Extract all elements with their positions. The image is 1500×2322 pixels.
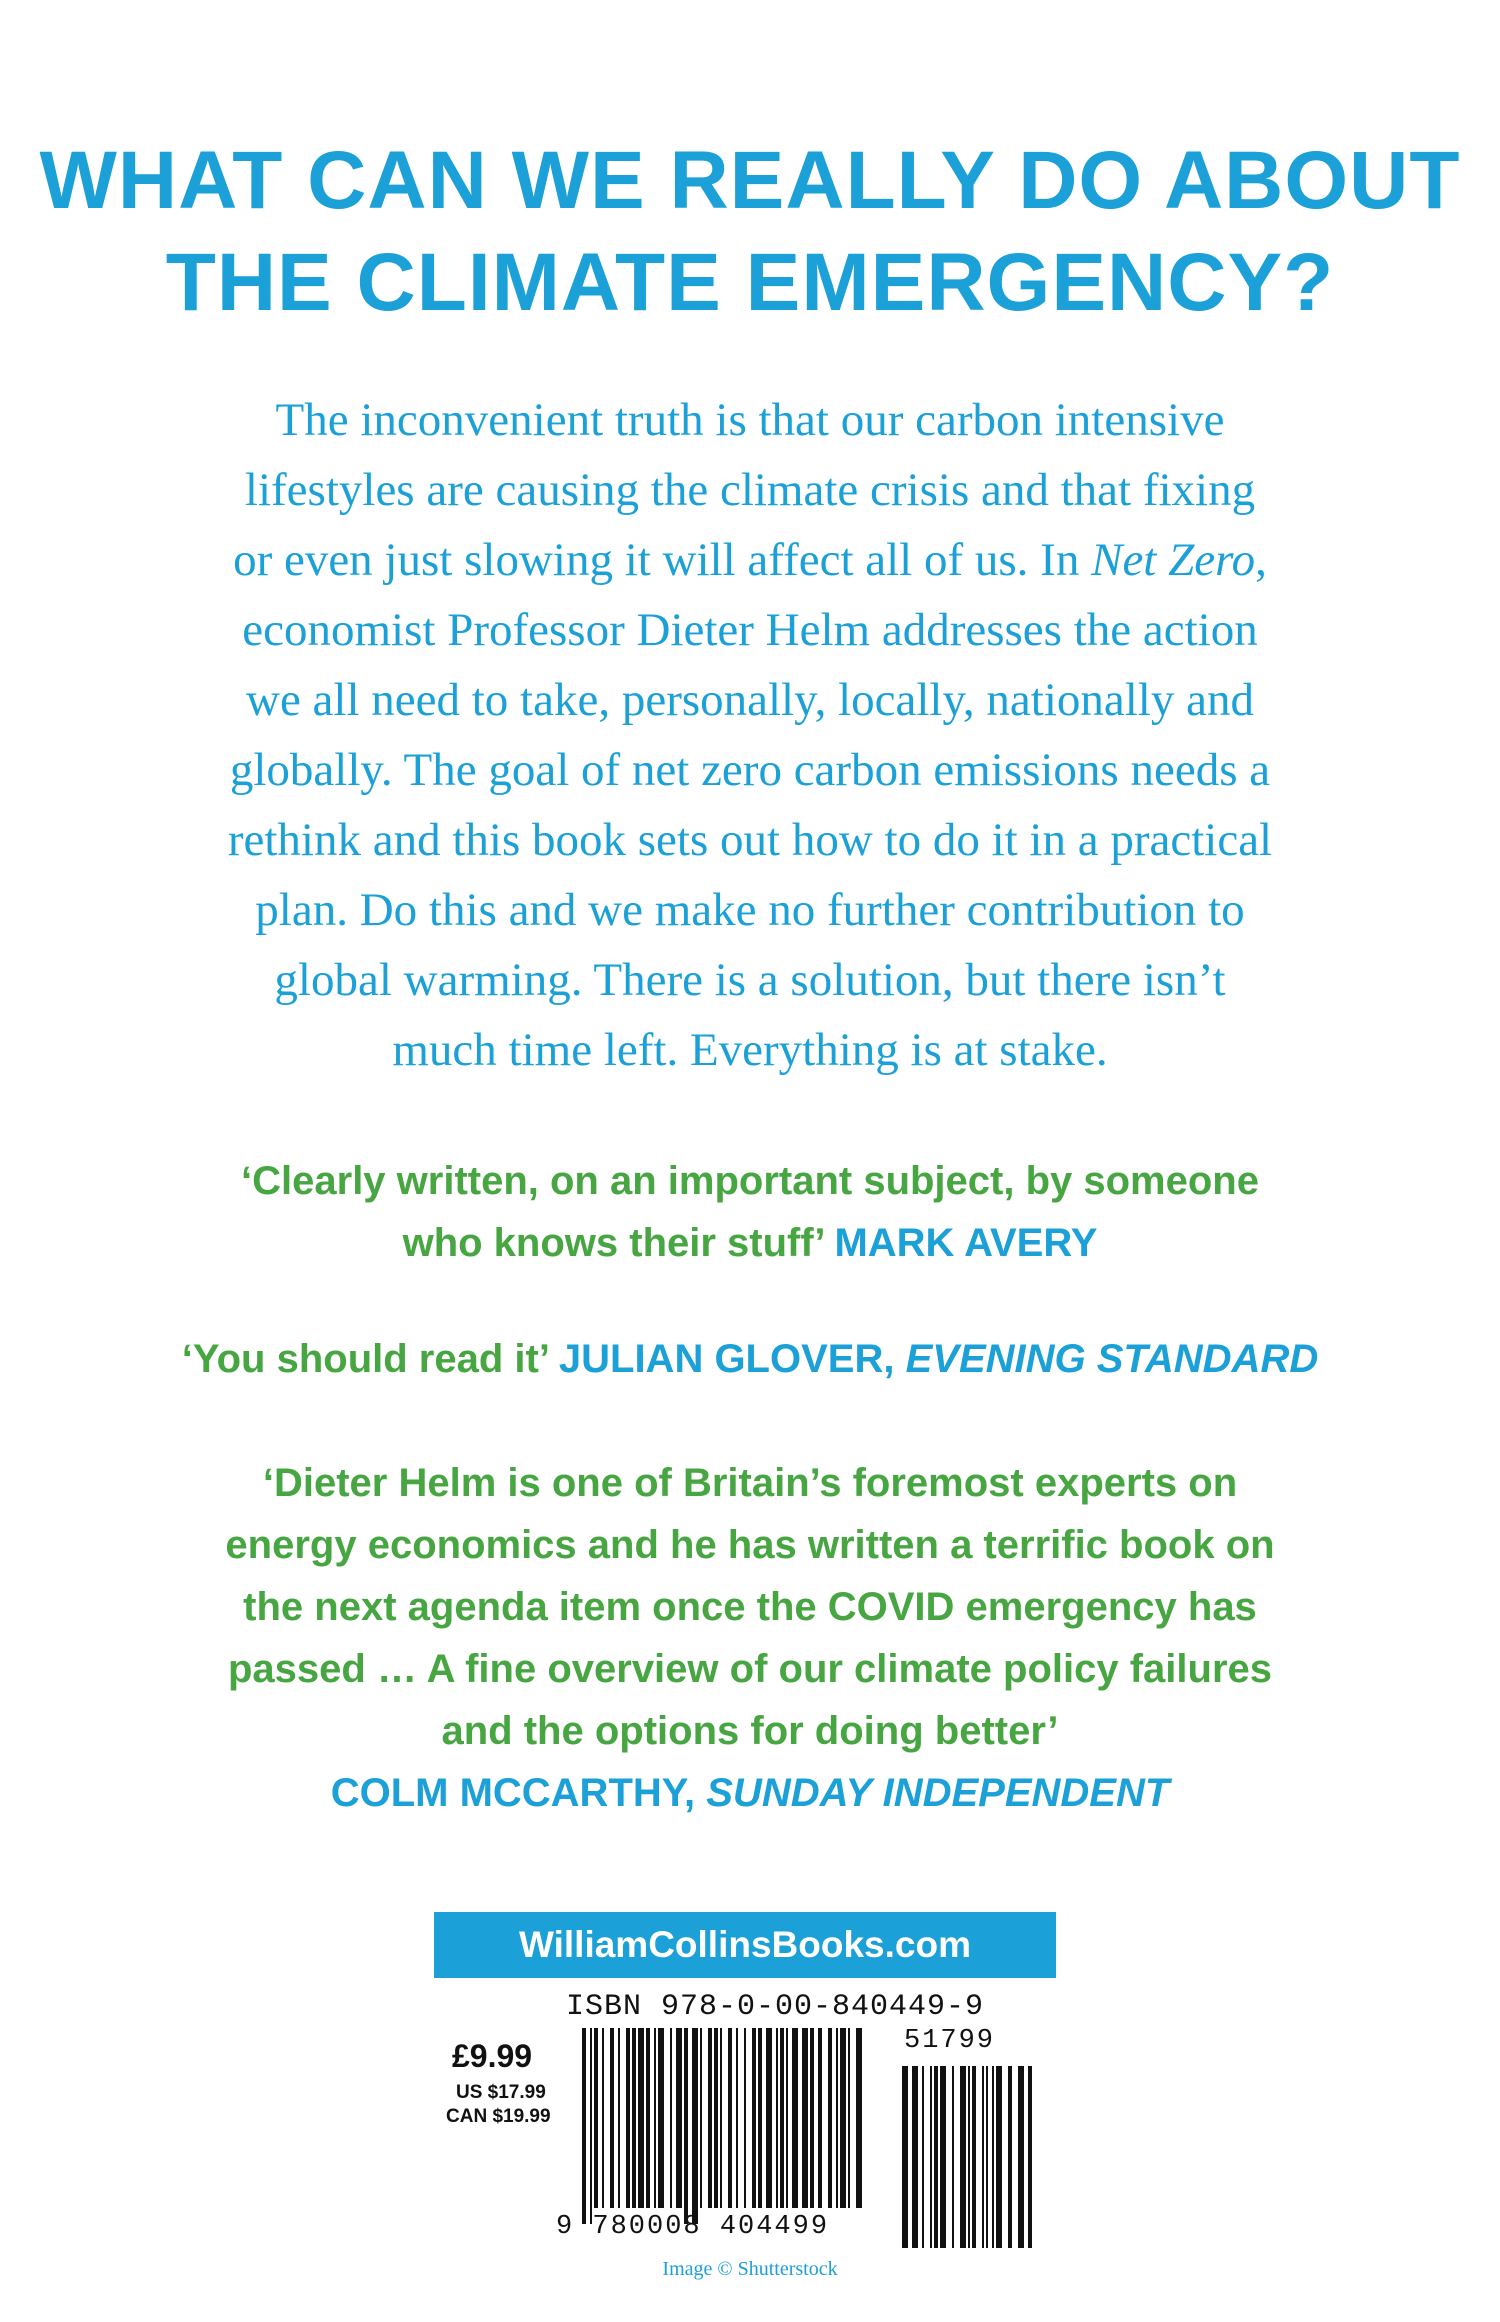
barcode-bar <box>676 2028 682 2208</box>
barcode-bar <box>922 2066 924 2248</box>
barcode-bar <box>610 2028 614 2208</box>
blurb-paragraph <box>150 385 1350 1085</box>
headline-line-2: THE CLIMATE EMERGENCY? <box>165 237 1335 328</box>
blurb-line: economist Professor Dieter Helm addresses the action <box>242 604 1258 656</box>
quote-text: and the options for doing better’ <box>441 1709 1059 1753</box>
barcode-bar <box>692 2028 698 2224</box>
blurb-line: plan. Do this and we make no further contribution to <box>255 884 1245 936</box>
barcode-bar <box>758 2028 762 2208</box>
quote-attribution: MARK AVERY <box>834 1221 1098 1265</box>
barcode-bar <box>638 2028 644 2208</box>
barcode-bar <box>940 2066 946 2248</box>
barcode-bar <box>972 2066 976 2248</box>
website-banner: WilliamCollinsBooks.com <box>434 1912 1056 1978</box>
barcode-bar <box>594 2028 598 2208</box>
barcode-bar <box>986 2066 988 2248</box>
barcode-bar <box>934 2066 938 2248</box>
quote-attribution-line <box>0 1762 1500 1824</box>
blurb-line: lifestyles are causing the climate crisis and that fixing <box>244 464 1256 516</box>
addon-digits: 51799 <box>904 2026 996 2056</box>
review-quote-1 <box>0 1150 1500 1274</box>
barcode-bar <box>582 2028 586 2224</box>
barcode-bar <box>720 2028 722 2208</box>
blurb-line-with-title <box>150 525 1350 595</box>
quote-text: ‘Clearly written, on an important subject, by someone <box>241 1159 1259 1203</box>
quote-attribution: JULIAN GLOVER, <box>558 1337 895 1381</box>
barcode-bar <box>670 2028 672 2208</box>
blurb-line: The inconvenient truth is that our carbon intensive <box>275 394 1225 446</box>
blurb-line: global warming. There is a solution, but there isn’t <box>274 954 1226 1006</box>
barcode-bar <box>982 2066 984 2248</box>
barcode-bar <box>968 2066 970 2248</box>
barcode-bar <box>766 2028 772 2208</box>
quote-text: the next agenda item once the COVID emergency has <box>243 1585 1257 1629</box>
quote-text: who knows their stuff’ <box>402 1221 824 1265</box>
barcode-bar <box>810 2028 814 2208</box>
barcode-bar <box>902 2066 908 2248</box>
barcode-bar <box>728 2028 732 2208</box>
quote-publication: SUNDAY INDEPENDENT <box>706 1771 1170 1815</box>
headline <box>0 130 1500 334</box>
barcode-bar <box>602 2028 604 2208</box>
ean-barcode <box>580 2028 870 2228</box>
barcode-bar <box>802 2028 808 2208</box>
barcode-bar <box>780 2028 784 2208</box>
barcode-bar <box>654 2028 656 2208</box>
price-can: CAN $19.99 <box>446 2106 551 2127</box>
barcode-bar <box>996 2066 1002 2248</box>
barcode-bar <box>1028 2066 1032 2248</box>
quote-publication: EVENING STANDARD <box>905 1337 1319 1381</box>
quote-line-with-attribution <box>0 1212 1500 1274</box>
barcode-bar <box>658 2028 664 2208</box>
barcode-bar <box>992 2066 994 2248</box>
quote-text: energy economics and he has written a terrific book on <box>225 1523 1275 1567</box>
review-quote-2 <box>0 1328 1500 1390</box>
barcode-bar <box>626 2028 630 2208</box>
barcode-bar <box>840 2028 846 2208</box>
barcode-bar <box>792 2028 798 2208</box>
barcode-bar <box>736 2028 738 2208</box>
barcode-bar <box>960 2066 966 2248</box>
barcode-bar <box>752 2028 756 2208</box>
barcode-bar <box>776 2028 778 2208</box>
headline-line-1: WHAT CAN WE REALLY DO ABOUT <box>39 135 1461 226</box>
blurb-line: globally. The goal of net zero carbon emissions needs a <box>229 744 1271 796</box>
ean-digits: 9 780008 404499 <box>556 2212 830 2242</box>
barcode-bar <box>646 2028 650 2208</box>
quote-text: ‘You should read it’ <box>181 1337 548 1381</box>
barcode-bar <box>632 2028 636 2208</box>
barcode-bar <box>856 2028 862 2208</box>
barcode-bar <box>930 2066 932 2248</box>
book-title: Net Zero <box>1091 534 1256 586</box>
barcode-bar <box>848 2028 850 2208</box>
price-uk: £9.99 <box>452 2038 533 2074</box>
barcode-bar <box>618 2028 620 2208</box>
title-suffix: , <box>1255 534 1267 586</box>
review-quote-3 <box>0 1452 1500 1824</box>
barcode-bar <box>828 2028 832 2208</box>
quote-attribution: COLM MCCARTHY, <box>330 1771 696 1815</box>
image-credit: Image © Shutterstock <box>662 2258 838 2280</box>
barcode-bar <box>744 2028 746 2208</box>
barcode-bar <box>590 2028 592 2224</box>
isbn-label: ISBN 978-0-00-840449-9 <box>566 1990 985 2024</box>
barcode-bar <box>786 2028 788 2208</box>
barcode-bar <box>708 2028 712 2208</box>
barcode-bar <box>1008 2066 1012 2248</box>
blurb-line: much time left. Everything is at stake. <box>392 1024 1108 1076</box>
barcode-bar <box>912 2066 918 2248</box>
quote-text: passed … A fine overview of our climate policy failures <box>227 1647 1273 1691</box>
blurb-line-text: or even just slowing it will affect all of us. In <box>233 534 1080 586</box>
quote-line-with-attribution <box>0 1328 1500 1390</box>
barcode-bar <box>684 2028 688 2224</box>
addon-barcode <box>900 2066 1040 2252</box>
blurb-line: rethink and this book sets out how to do it in a practical <box>227 814 1273 866</box>
barcode-bar <box>714 2028 718 2208</box>
barcode-bar <box>1018 2066 1024 2248</box>
barcode-bar <box>818 2028 822 2208</box>
quote-text: ‘Dieter Helm is one of Britain’s foremost experts on <box>262 1461 1238 1505</box>
barcode-bar <box>836 2028 838 2208</box>
blurb-line: we all need to take, personally, locally, nationally and <box>246 674 1254 726</box>
barcode-bar <box>700 2028 702 2208</box>
price-us: US $17.99 <box>456 2082 546 2103</box>
barcode-bar <box>952 2066 954 2248</box>
